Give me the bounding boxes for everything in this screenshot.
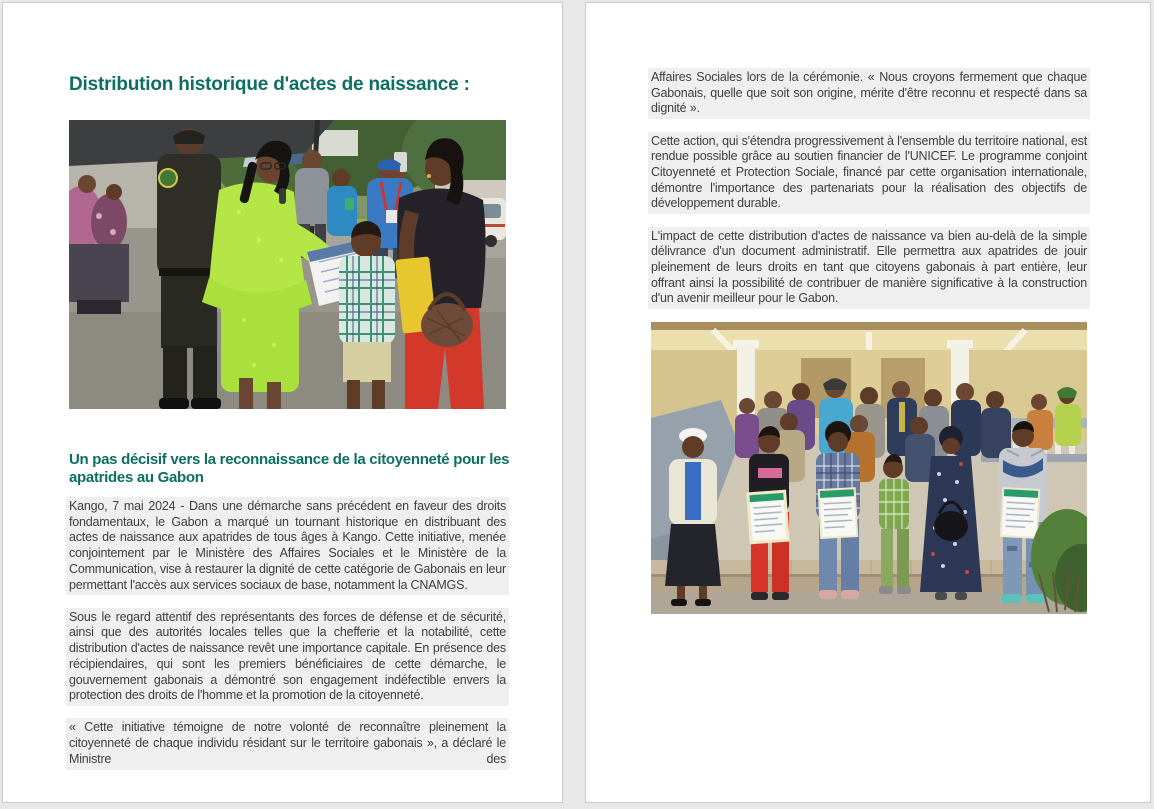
document-page-1 bbox=[2, 2, 563, 803]
paragraph-kango: Kango, 7 mai 2024 - Dans une démarche sans précédent en faveur des droits fondamentaux, le Gabon a marqué un tournant historique en distribuant des actes de naissance aux apatrides de tous âges à Kango. Cette initiative, menée conjointement par le Ministère des Affaires Sociales et le Ministère de la Communication, vise à restaurer la dignité de cette catégorie de Gabonais en leur permettant l'accès aux services sociaux de base, notamment la CNAMGS. bbox=[66, 497, 509, 595]
section-subheading: Un pas décisif vers la reconnaissance de la citoyenneté pour les apatrides au Gabon bbox=[69, 451, 510, 486]
group-photo bbox=[651, 322, 1087, 614]
document-page-2 bbox=[585, 2, 1151, 803]
page-title: Distribution historique d'actes de naissance : bbox=[69, 74, 470, 95]
paragraph-impact: L'impact de cette distribution d'actes de naissance va bien au-delà de la simple délivrance d'un document administratif. Elle permettra aux apatrides de jouir pleinement de leurs droits en tant que citoyens gabonais à part entière, leur offrant ainsi la possibilité de contribuer de manière significative à la construction d'un avenir meilleur pour le Gabon. bbox=[648, 227, 1090, 310]
group-photo-illustration bbox=[651, 322, 1087, 614]
paragraph-regard: Sous le regard attentif des représentants des forces de défense et de sécurité, ainsi que des autorités locales telles que la chefferie et la notabilité, cette distribution d'actes de naissance revêt une importance capitale. En présence des récipiendaires, qui sont les premiers bénéficiaires de cette démarche, le gouvernement gabonais a démontré son engagement indéfectible envers la protection des droits de l'homme et la promotion de la citoyenneté. bbox=[66, 608, 509, 706]
ceremony-photo-illustration bbox=[69, 120, 506, 409]
paragraph-unicef: Cette action, qui s'étendra progressivement à l'ensemble du territoire national, est rendue possible grâce au soutien financier de l'UNICEF. Le programme conjoint Citoyenneté et Protection Sociale, financé par cette organisation internationale, démontre l'importance des partenariats pour la réalisation des objectifs de développement durable. bbox=[648, 132, 1090, 215]
paragraph-quote-start: « Cette initiative témoigne de notre volonté de reconnaître pleinement la citoyenneté de chaque individu résidant sur le territoire gabonais », a déclaré le Ministre des bbox=[66, 718, 509, 769]
ceremony-photo bbox=[69, 120, 506, 409]
paragraph-quote-end: Affaires Sociales lors de la cérémonie. « Nous croyons fermement que chaque Gabonais, quelle que soit son origine, mérite d'être reconnu et respecté dans sa dignité ». bbox=[648, 68, 1090, 119]
